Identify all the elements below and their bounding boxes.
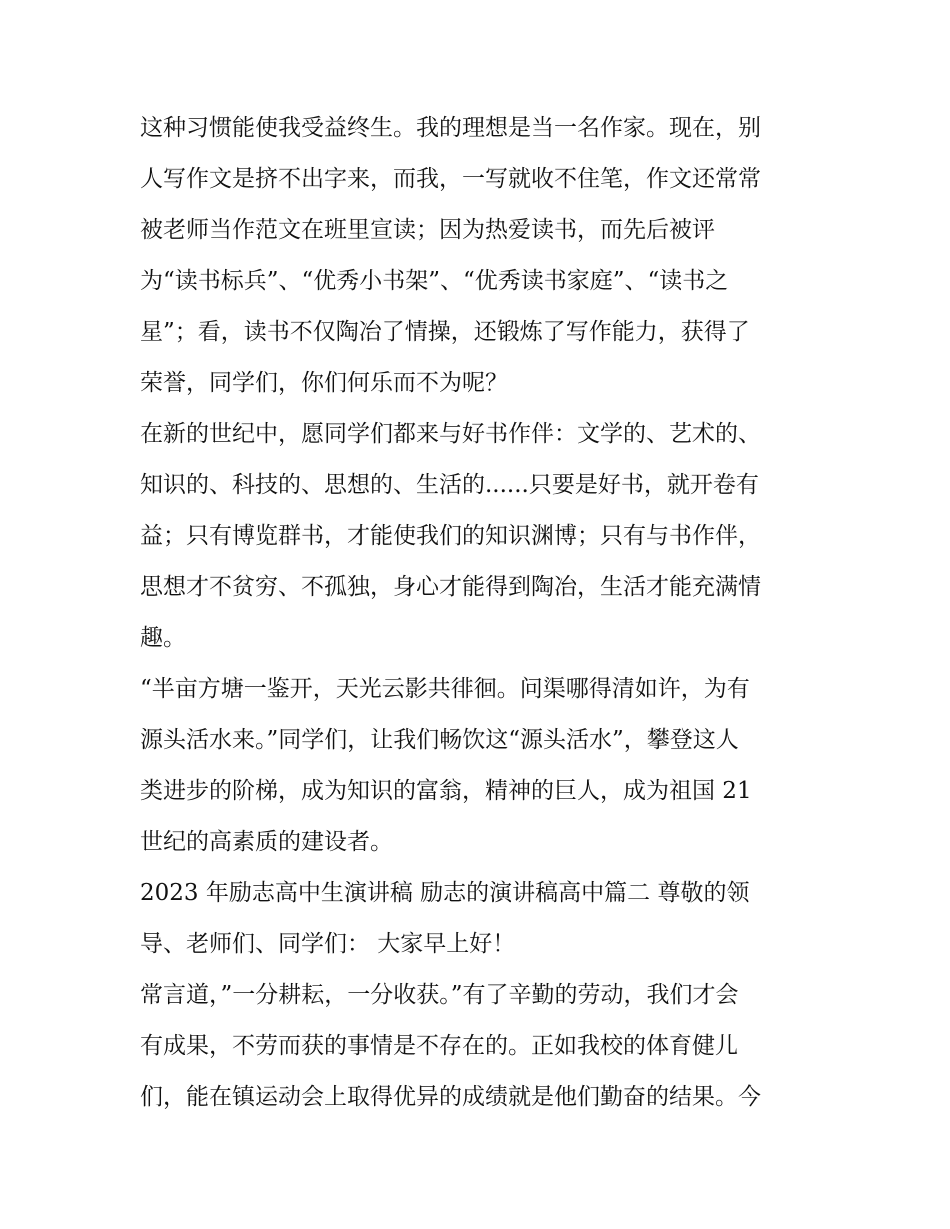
text-line: 类进步的阶梯，成为知识的富翁，精神的巨人，成为祖国 21 [140,778,752,804]
text-line: 有成果，不劳而获的事情是不存在的。正如我校的体育健儿 [140,1033,738,1059]
text-line: 世纪的高素质的建设者。 [140,829,393,855]
text-line: 星”；看，读书不仅陶冶了情操，还锻炼了写作能力，获得了 [140,319,750,345]
text-line: 人写作文是挤不出字来，而我，一写就收不住笔，作文还常常 [140,166,761,192]
text-line: 为“读书标兵”、“优秀小书架”、“优秀读书家庭”、“读书之 [140,268,729,294]
text-line: 知识的、科技的、思想的、生活的......只要是好书，就开卷有 [140,472,759,498]
text-line: 在新的世纪中，愿同学们都来与好书作伴：文学的、艺术的、 [140,421,761,447]
text-line: “半亩方塘一鉴开，天光云影共徘徊。问渠哪得清如许，为有 [140,676,750,702]
text-line: 趣。 [140,625,186,651]
text-line: 们，能在镇运动会上取得优异的成绩就是他们勤奋的结果。今 [140,1084,761,1110]
document-body [140,103,815,1123]
text-line: 益；只有博览群书，才能使我们的知识渊博；只有与书作伴， [140,523,761,549]
text-line: 常言道，”一分耕耘，一分收获。”有了辛勤的劳动，我们才会 [140,982,739,1008]
text-line: 这种习惯能使我受益终生。我的理想是当一名作家。现在，别 [140,115,761,141]
text-line: 2023 年励志高中生演讲稿 励志的演讲稿高中篇二 尊敬的领 [140,880,750,906]
text-line: 思想才不贫穷、不孤独，身心才能得到陶冶，生活才能充满情 [140,574,761,600]
text-line: 荣誉，同学们，你们何乐而不为呢？ [140,370,508,396]
text-line: 被老师当作范文在班里宣读；因为热爱读书，而先后被评 [140,217,715,243]
text-line: 源头活水来。”同学们，让我们畅饮这“源头活水”，攀登这人 [140,727,739,753]
text-line: 导、老师们、同学们： 大家早上好！ [140,931,516,957]
